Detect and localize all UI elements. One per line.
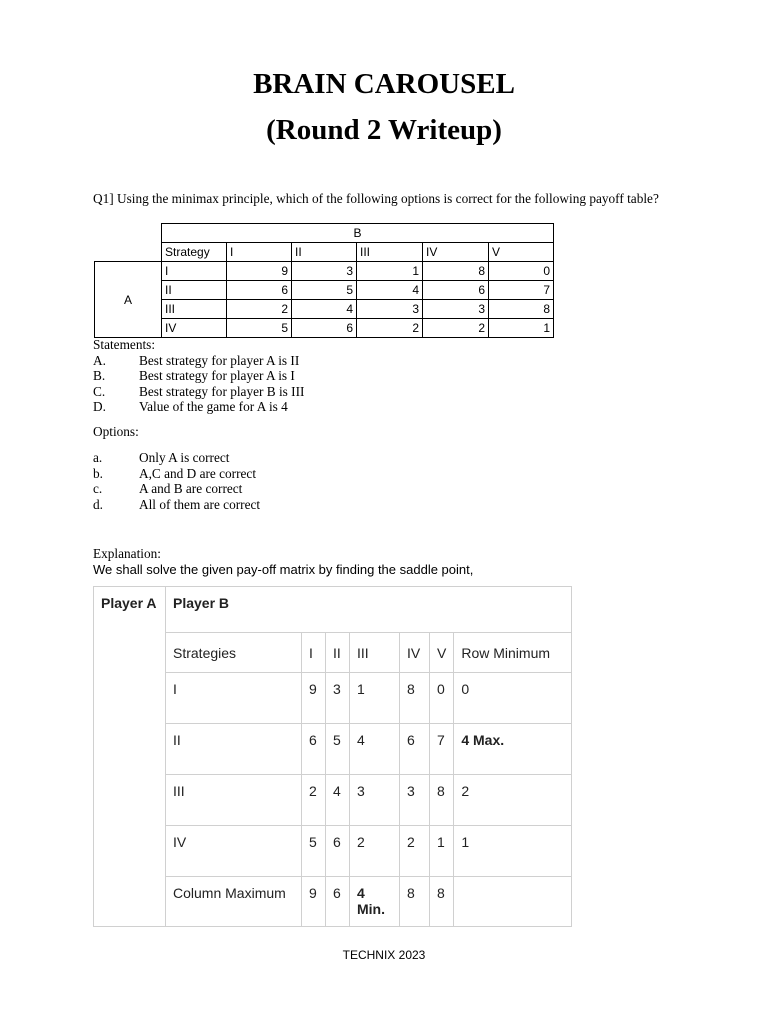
statement-text: Best strategy for player B is III bbox=[139, 383, 305, 399]
statement-item bbox=[93, 399, 304, 415]
statement-text: Value of the game for A is 4 bbox=[139, 399, 288, 415]
solution-row bbox=[94, 673, 572, 724]
solution-cell: 6 bbox=[326, 826, 350, 877]
solution-row-label: III bbox=[166, 775, 302, 826]
statements-title: Statements: bbox=[93, 337, 156, 352]
solution-col-header: II bbox=[326, 633, 350, 673]
payoff-row bbox=[95, 281, 554, 300]
solution-col-header: V bbox=[430, 633, 454, 673]
page-title: BRAIN CAROUSEL bbox=[253, 68, 515, 100]
payoff-cell: 2 bbox=[357, 319, 423, 338]
option-text: A and B are correct bbox=[139, 481, 243, 497]
solution-cell: 3 bbox=[326, 673, 350, 724]
solution-strategies-header: Strategies bbox=[166, 633, 302, 673]
solution-cell: 2 bbox=[350, 826, 400, 877]
solution-cell: 1 bbox=[430, 826, 454, 877]
solution-col-header: IV bbox=[400, 633, 430, 673]
statement-label: B. bbox=[93, 368, 106, 384]
payoff-cell: 5 bbox=[227, 319, 292, 338]
solution-col-header-row bbox=[94, 633, 572, 673]
option-item bbox=[93, 481, 260, 497]
payoff-strategy-header: Strategy bbox=[162, 243, 227, 262]
option-item bbox=[93, 466, 260, 482]
solution-cell: 9 bbox=[302, 673, 326, 724]
payoff-row-label: II bbox=[162, 281, 227, 300]
option-item bbox=[93, 450, 260, 466]
payoff-header-row-b bbox=[95, 224, 554, 243]
payoff-cell: 5 bbox=[292, 281, 357, 300]
payoff-row bbox=[95, 300, 554, 319]
payoff-cell: 6 bbox=[292, 319, 357, 338]
payoff-row-label: IV bbox=[162, 319, 227, 338]
solution-cell: 1 bbox=[350, 673, 400, 724]
explanation-title: Explanation: bbox=[93, 546, 161, 561]
solution-col-max: 9 bbox=[302, 877, 326, 927]
payoff-col-header: V bbox=[489, 243, 554, 262]
statement-text: Best strategy for player A is I bbox=[139, 368, 295, 384]
payoff-cell: 8 bbox=[489, 300, 554, 319]
solution-player-b: Player B bbox=[166, 587, 572, 633]
solution-row-label: IV bbox=[166, 826, 302, 877]
option-text: All of them are correct bbox=[139, 496, 261, 512]
option-label: a. bbox=[93, 450, 103, 465]
payoff-cell: 9 bbox=[227, 262, 292, 281]
payoff-cell: 3 bbox=[357, 300, 423, 319]
solution-cell: 7 bbox=[430, 724, 454, 775]
payoff-cell: 6 bbox=[227, 281, 292, 300]
solution-cell: 8 bbox=[400, 673, 430, 724]
statement-item bbox=[93, 353, 304, 369]
solution-col-max-label: Column Maximum bbox=[166, 877, 302, 927]
payoff-row bbox=[95, 319, 554, 338]
payoff-player-a: A bbox=[95, 262, 162, 338]
option-label: b. bbox=[93, 465, 103, 481]
solution-cell: 3 bbox=[400, 775, 430, 826]
payoff-cell: 1 bbox=[357, 262, 423, 281]
explanation-text: We shall solve the given pay-off matrix by finding the saddle point, bbox=[93, 562, 474, 577]
option-label: c. bbox=[93, 481, 103, 497]
statement-item bbox=[93, 368, 304, 384]
options-list bbox=[93, 450, 260, 512]
solution-col-header: I bbox=[302, 633, 326, 673]
payoff-col-header: I bbox=[227, 243, 292, 262]
solution-row-label: I bbox=[166, 673, 302, 724]
solution-cell: 4 bbox=[350, 724, 400, 775]
payoff-cell: 7 bbox=[489, 281, 554, 300]
solution-row-min-max: 4 Max. bbox=[454, 724, 572, 775]
statement-label: D. bbox=[93, 399, 106, 415]
solution-cell: 3 bbox=[350, 775, 400, 826]
solution-player-a: Player A bbox=[94, 587, 166, 927]
payoff-player-b: B bbox=[162, 224, 554, 243]
solution-row-min: 1 bbox=[454, 826, 572, 877]
solution-header-row bbox=[94, 587, 572, 633]
payoff-cell: 2 bbox=[423, 319, 489, 338]
solution-cell: 8 bbox=[430, 775, 454, 826]
solution-cell: 6 bbox=[400, 724, 430, 775]
solution-cell: 5 bbox=[302, 826, 326, 877]
solution-row bbox=[94, 826, 572, 877]
payoff-cell: 1 bbox=[489, 319, 554, 338]
payoff-cell: 0 bbox=[489, 262, 554, 281]
solution-row-min: 2 bbox=[454, 775, 572, 826]
solution-cell: 6 bbox=[302, 724, 326, 775]
solution-row-min-header: Row Minimum bbox=[454, 633, 572, 673]
page-footer: TECHNIX 2023 bbox=[342, 948, 426, 962]
payoff-col-header: II bbox=[292, 243, 357, 262]
payoff-row bbox=[95, 262, 554, 281]
payoff-cell: 4 bbox=[292, 300, 357, 319]
payoff-cell: 2 bbox=[227, 300, 292, 319]
page-subtitle: (Round 2 Writeup) bbox=[266, 114, 502, 146]
option-item bbox=[93, 497, 260, 513]
statements-list bbox=[93, 337, 304, 415]
solution-cell: 4 bbox=[326, 775, 350, 826]
statement-label: C. bbox=[93, 383, 106, 399]
payoff-row-label: I bbox=[162, 262, 227, 281]
statement-text: Best strategy for player A is II bbox=[139, 352, 300, 368]
payoff-cell: 4 bbox=[357, 281, 423, 300]
solution-col-max-row bbox=[94, 877, 572, 927]
solution-col-max-min: 4 Min. bbox=[350, 877, 400, 927]
options-title: Options: bbox=[93, 424, 139, 439]
solution-table bbox=[93, 586, 572, 927]
payoff-col-header: III bbox=[357, 243, 423, 262]
solution-cell: 5 bbox=[326, 724, 350, 775]
solution-col-max: 6 bbox=[326, 877, 350, 927]
solution-row-min: 0 bbox=[454, 673, 572, 724]
solution-cell: 0 bbox=[430, 673, 454, 724]
solution-col-header: III bbox=[350, 633, 400, 673]
solution-cell: 2 bbox=[302, 775, 326, 826]
option-label: d. bbox=[93, 496, 103, 512]
solution-cell: 2 bbox=[400, 826, 430, 877]
payoff-header-row bbox=[95, 243, 554, 262]
statement-item bbox=[93, 384, 304, 400]
payoff-cell: 3 bbox=[423, 300, 489, 319]
solution-col-max: 8 bbox=[430, 877, 454, 927]
option-text: A,C and D are correct bbox=[139, 465, 257, 481]
payoff-row-label: III bbox=[162, 300, 227, 319]
payoff-cell: 3 bbox=[292, 262, 357, 281]
solution-row-label: II bbox=[166, 724, 302, 775]
option-text: Only A is correct bbox=[139, 450, 230, 465]
payoff-cell: 8 bbox=[423, 262, 489, 281]
question-text: Q1] Using the minimax principle, which of the following options is correct for the following payoff table? bbox=[93, 191, 659, 206]
solution-row bbox=[94, 775, 572, 826]
payoff-cell: 6 bbox=[423, 281, 489, 300]
solution-col-max: 8 bbox=[400, 877, 430, 927]
solution-row bbox=[94, 724, 572, 775]
statement-label: A. bbox=[93, 352, 106, 368]
payoff-table bbox=[94, 223, 554, 338]
payoff-col-header: IV bbox=[423, 243, 489, 262]
